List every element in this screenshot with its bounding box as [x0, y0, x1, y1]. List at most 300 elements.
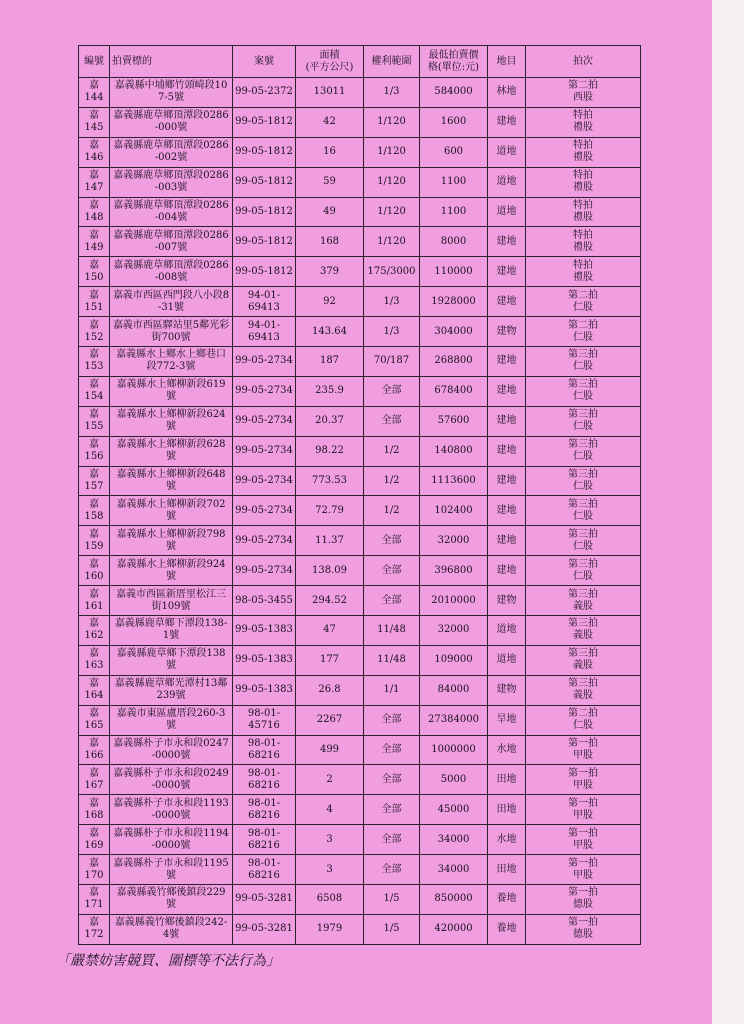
cell-target: 嘉義縣朴子市永和段0249-0000號 [110, 765, 233, 795]
cell-price: 850000 [420, 885, 488, 915]
round-label: 第三拍 [568, 648, 598, 660]
cell-round [526, 735, 641, 765]
table-row [79, 496, 641, 526]
table-row [79, 855, 641, 885]
cell-round [526, 556, 641, 586]
cell-round [526, 645, 641, 675]
cell-target: 嘉義縣水上鄉柳新段702號 [110, 496, 233, 526]
cell-round [526, 855, 641, 885]
cell-category: 林地 [488, 78, 526, 108]
round-division: 仁股 [573, 540, 593, 552]
cell-category: 建物 [488, 586, 526, 616]
cell-price: 600 [420, 137, 488, 167]
cell-target: 嘉義縣水上鄉柳新段648號 [110, 466, 233, 496]
cell-case: 98-01-68216 [233, 825, 296, 855]
cell-category: 道地 [488, 645, 526, 675]
cell-rights: 1/2 [364, 436, 420, 466]
cell-round [526, 795, 641, 825]
cell-case: 99-05-2734 [233, 406, 296, 436]
cell-round [526, 885, 641, 915]
cell-area: 6508 [296, 885, 364, 915]
round-division: 仁股 [573, 421, 593, 433]
cell-case: 99-05-1812 [233, 257, 296, 287]
cell-category: 建地 [488, 436, 526, 466]
cell-price: 27384000 [420, 705, 488, 735]
cell-no: 嘉156 [79, 436, 110, 466]
cell-case: 99-05-1812 [233, 137, 296, 167]
cell-case: 99-05-1383 [233, 675, 296, 705]
cell-category: 水地 [488, 735, 526, 765]
cell-price: 1928000 [420, 287, 488, 317]
cell-rights: 1/3 [364, 287, 420, 317]
round-label: 第三拍 [568, 588, 598, 600]
cell-category: 建地 [488, 526, 526, 556]
cell-no: 嘉150 [79, 257, 110, 287]
round-label: 第三拍 [568, 528, 598, 540]
cell-round [526, 616, 641, 646]
cell-price: 102400 [420, 496, 488, 526]
cell-area: 138.09 [296, 556, 364, 586]
cell-no: 嘉163 [79, 645, 110, 675]
cell-area: 59 [296, 167, 364, 197]
cell-area: 2267 [296, 705, 364, 735]
cell-category: 建地 [488, 496, 526, 526]
cell-category: 水地 [488, 825, 526, 855]
cell-price: 268800 [420, 347, 488, 377]
cell-no: 嘉170 [79, 855, 110, 885]
table-row [79, 197, 641, 227]
cell-rights: 175/3000 [364, 257, 420, 287]
round-label: 第二拍 [568, 319, 598, 331]
cell-rights: 1/120 [364, 197, 420, 227]
cell-no: 嘉158 [79, 496, 110, 526]
cell-no: 嘉152 [79, 317, 110, 347]
header-area [296, 46, 364, 78]
cell-area: 98.22 [296, 436, 364, 466]
cell-target: 嘉義縣朴子市永和段1195號 [110, 855, 233, 885]
cell-rights: 全部 [364, 376, 420, 406]
table-row [79, 556, 641, 586]
cell-category: 建地 [488, 556, 526, 586]
cell-round [526, 586, 641, 616]
cell-case: 99-05-1812 [233, 197, 296, 227]
cell-round [526, 675, 641, 705]
round-label: 特拍 [573, 259, 593, 271]
cell-category: 建地 [488, 347, 526, 377]
cell-target: 嘉義縣鹿草鄉頂潭段0286-003號 [110, 167, 233, 197]
round-label: 第一拍 [568, 797, 598, 809]
cell-area: 4 [296, 795, 364, 825]
cell-category: 建地 [488, 406, 526, 436]
cell-category: 建物 [488, 675, 526, 705]
cell-target: 嘉義市西區驛站里5鄰光彩街700號 [110, 317, 233, 347]
round-division: 甲股 [573, 869, 593, 881]
table-row [79, 257, 641, 287]
cell-price: 109000 [420, 645, 488, 675]
table-row [79, 347, 641, 377]
cell-rights: 1/3 [364, 78, 420, 108]
cell-target: 嘉義市東區盧厝段260-3號 [110, 705, 233, 735]
round-division: 仁股 [573, 391, 593, 403]
cell-no: 嘉171 [79, 885, 110, 915]
header-target: 拍賣標的 [110, 46, 233, 78]
cell-round [526, 765, 641, 795]
cell-area: 3 [296, 855, 364, 885]
cell-area: 3 [296, 825, 364, 855]
cell-category: 建物 [488, 317, 526, 347]
cell-area: 235.9 [296, 376, 364, 406]
cell-case: 98-05-3455 [233, 586, 296, 616]
round-label: 第三拍 [568, 678, 598, 690]
cell-price: 34000 [420, 855, 488, 885]
cell-case: 99-05-2372 [233, 78, 296, 108]
round-label: 第一拍 [568, 887, 598, 899]
round-division: 甲股 [573, 839, 593, 851]
cell-category: 田地 [488, 795, 526, 825]
cell-category: 建地 [488, 107, 526, 137]
round-division: 仁股 [573, 331, 593, 343]
cell-area: 2 [296, 765, 364, 795]
header-area-line1: 面積 [319, 49, 340, 61]
table-row [79, 78, 641, 108]
cell-case: 94-01-69413 [233, 287, 296, 317]
cell-price: 84000 [420, 675, 488, 705]
cell-rights: 1/5 [364, 885, 420, 915]
cell-case: 99-05-2734 [233, 347, 296, 377]
cell-no: 嘉146 [79, 137, 110, 167]
cell-rights: 全部 [364, 825, 420, 855]
header-no: 編號 [79, 46, 110, 78]
cell-case: 94-01-69413 [233, 317, 296, 347]
round-label: 第一拍 [568, 767, 598, 779]
cell-target: 嘉義市西區西門段八小段8-31號 [110, 287, 233, 317]
round-division: 仁股 [573, 361, 593, 373]
cell-case: 99-05-2734 [233, 496, 296, 526]
cell-no: 嘉151 [79, 287, 110, 317]
cell-case: 99-05-3281 [233, 914, 296, 944]
table-row [79, 317, 641, 347]
cell-case: 99-05-2734 [233, 376, 296, 406]
cell-no: 嘉154 [79, 376, 110, 406]
table-row [79, 227, 641, 257]
cell-round [526, 376, 641, 406]
cell-target: 嘉義縣水上鄉柳新段798號 [110, 526, 233, 556]
cell-category: 道地 [488, 616, 526, 646]
cell-case: 99-05-2734 [233, 436, 296, 466]
cell-target: 嘉義縣水上鄉水上鄉巷口段772-3號 [110, 347, 233, 377]
round-label: 第三拍 [568, 439, 598, 451]
cell-target: 嘉義縣水上鄉柳新段924號 [110, 556, 233, 586]
cell-target: 嘉義縣水上鄉柳新段628號 [110, 436, 233, 466]
round-division: 西股 [573, 92, 593, 104]
cell-rights: 全部 [364, 795, 420, 825]
cell-area: 177 [296, 645, 364, 675]
round-label: 第二拍 [568, 289, 598, 301]
cell-area: 168 [296, 227, 364, 257]
round-label: 特拍 [573, 229, 593, 241]
round-label: 第三拍 [568, 379, 598, 391]
cell-area: 16 [296, 137, 364, 167]
cell-area: 47 [296, 616, 364, 646]
cell-area: 294.52 [296, 586, 364, 616]
round-division: 禮股 [573, 271, 593, 283]
round-label: 特拍 [573, 110, 593, 122]
cell-area: 143.64 [296, 317, 364, 347]
cell-rights: 1/1 [364, 675, 420, 705]
cell-rights: 1/2 [364, 496, 420, 526]
cell-rights: 全部 [364, 705, 420, 735]
round-division: 甲股 [573, 809, 593, 821]
cell-target: 嘉義縣水上鄉柳新段624號 [110, 406, 233, 436]
header-area-line2: (平方公尺) [305, 61, 354, 73]
cell-rights: 全部 [364, 735, 420, 765]
cell-price: 396800 [420, 556, 488, 586]
header-category: 地目 [488, 46, 526, 78]
auction-table [78, 45, 641, 945]
cell-area: 773.53 [296, 466, 364, 496]
cell-category: 田地 [488, 855, 526, 885]
cell-no: 嘉169 [79, 825, 110, 855]
cell-no: 嘉144 [79, 78, 110, 108]
round-division: 仁股 [573, 301, 593, 313]
cell-category: 道地 [488, 197, 526, 227]
table-row [79, 885, 641, 915]
cell-round [526, 914, 641, 944]
cell-no: 嘉162 [79, 616, 110, 646]
cell-rights: 1/2 [364, 466, 420, 496]
table-row [79, 616, 641, 646]
round-label: 第三拍 [568, 558, 598, 570]
cell-target: 嘉義縣鹿草鄉頂潭段0286-007號 [110, 227, 233, 257]
round-label: 第一拍 [568, 738, 598, 750]
round-division: 義股 [573, 660, 593, 672]
cell-rights: 全部 [364, 526, 420, 556]
cell-area: 11.37 [296, 526, 364, 556]
round-division: 仁股 [573, 570, 593, 582]
table-row [79, 107, 641, 137]
round-division: 義股 [573, 600, 593, 612]
cell-target: 嘉義縣水上鄉柳新段619號 [110, 376, 233, 406]
cell-category: 建地 [488, 376, 526, 406]
cell-price: 1100 [420, 197, 488, 227]
cell-no: 嘉168 [79, 795, 110, 825]
cell-no: 嘉145 [79, 107, 110, 137]
cell-case: 99-05-2734 [233, 526, 296, 556]
cell-no: 嘉164 [79, 675, 110, 705]
cell-no: 嘉157 [79, 466, 110, 496]
cell-target: 嘉義縣鹿草鄉光潭村13鄰239號 [110, 675, 233, 705]
cell-round [526, 167, 641, 197]
round-label: 第三拍 [568, 498, 598, 510]
cell-rights: 11/48 [364, 616, 420, 646]
cell-round [526, 257, 641, 287]
round-division: 仁股 [573, 720, 593, 732]
cell-no: 嘉149 [79, 227, 110, 257]
cell-price: 1000000 [420, 735, 488, 765]
round-division: 仁股 [573, 451, 593, 463]
cell-round [526, 406, 641, 436]
cell-price: 2010000 [420, 586, 488, 616]
cell-round [526, 705, 641, 735]
cell-case: 99-05-3281 [233, 885, 296, 915]
cell-price: 304000 [420, 317, 488, 347]
cell-no: 嘉167 [79, 765, 110, 795]
cell-area: 379 [296, 257, 364, 287]
table-row [79, 406, 641, 436]
cell-target: 嘉義縣義竹鄉後鎮段229號 [110, 885, 233, 915]
cell-target: 嘉義縣鹿草鄉頂潭段0286-002號 [110, 137, 233, 167]
cell-round [526, 287, 641, 317]
cell-round [526, 347, 641, 377]
cell-target: 嘉義縣鹿草鄉頂潭段0286-008號 [110, 257, 233, 287]
cell-price: 420000 [420, 914, 488, 944]
cell-case: 98-01-68216 [233, 855, 296, 885]
cell-round [526, 436, 641, 466]
cell-round [526, 317, 641, 347]
cell-category: 養地 [488, 885, 526, 915]
cell-category: 建地 [488, 466, 526, 496]
header-price [420, 46, 488, 78]
round-label: 第三拍 [568, 409, 598, 421]
cell-rights: 11/48 [364, 645, 420, 675]
cell-category: 建地 [488, 257, 526, 287]
round-label: 特拍 [573, 140, 593, 152]
cell-round [526, 466, 641, 496]
round-division: 禮股 [573, 182, 593, 194]
cell-no: 嘉160 [79, 556, 110, 586]
cell-area: 42 [296, 107, 364, 137]
round-label: 第一拍 [568, 917, 598, 929]
cell-no: 嘉172 [79, 914, 110, 944]
cell-target: 嘉義縣鹿草鄉下潭段138-1號 [110, 616, 233, 646]
cell-price: 1100 [420, 167, 488, 197]
cell-rights: 1/120 [364, 137, 420, 167]
cell-round [526, 107, 641, 137]
table-row [79, 137, 641, 167]
cell-target: 嘉義縣鹿草鄉頂潭段0286-000號 [110, 107, 233, 137]
cell-case: 98-01-45716 [233, 705, 296, 735]
cell-case: 98-01-68216 [233, 765, 296, 795]
cell-area: 72.79 [296, 496, 364, 526]
cell-round [526, 137, 641, 167]
cell-area: 49 [296, 197, 364, 227]
round-division: 甲股 [573, 779, 593, 791]
cell-round [526, 197, 641, 227]
cell-case: 99-05-1812 [233, 227, 296, 257]
cell-category: 道地 [488, 167, 526, 197]
cell-price: 45000 [420, 795, 488, 825]
cell-target: 嘉義市西區新厝里松江三街109號 [110, 586, 233, 616]
round-label: 第三拍 [568, 469, 598, 481]
cell-no: 嘉166 [79, 735, 110, 765]
round-division: 禮股 [573, 152, 593, 164]
cell-price: 8000 [420, 227, 488, 257]
header-round: 拍次 [526, 46, 641, 78]
cell-area: 20.37 [296, 406, 364, 436]
header-rights: 權利範圍 [364, 46, 420, 78]
cell-area: 26.8 [296, 675, 364, 705]
cell-no: 嘉155 [79, 406, 110, 436]
cell-no: 嘉159 [79, 526, 110, 556]
cell-case: 99-05-2734 [233, 466, 296, 496]
round-division: 仁股 [573, 510, 593, 522]
cell-case: 98-01-68216 [233, 735, 296, 765]
header-price-line1: 最低拍賣價 [428, 49, 479, 61]
table-row [79, 376, 641, 406]
cell-category: 旱地 [488, 705, 526, 735]
cell-case: 99-05-2734 [233, 556, 296, 586]
cell-rights: 全部 [364, 556, 420, 586]
cell-category: 建地 [488, 287, 526, 317]
table-row [79, 735, 641, 765]
round-label: 第一拍 [568, 857, 598, 869]
cell-price: 5000 [420, 765, 488, 795]
cell-target: 嘉義縣朴子市永和段1193-0000號 [110, 795, 233, 825]
table-row [79, 167, 641, 197]
header-row [79, 46, 641, 78]
round-label: 第二拍 [568, 708, 598, 720]
cell-rights: 1/5 [364, 914, 420, 944]
cell-case: 99-05-1383 [233, 645, 296, 675]
cell-target: 嘉義縣鹿草鄉下潭段138號 [110, 645, 233, 675]
round-division: 禮股 [573, 122, 593, 134]
round-label: 第三拍 [568, 349, 598, 361]
header-price-line2: 格(單位:元) [427, 61, 480, 73]
cell-price: 678400 [420, 376, 488, 406]
cell-no: 嘉161 [79, 586, 110, 616]
cell-round [526, 496, 641, 526]
cell-target: 嘉義縣中埔鄉竹頭崎段107-5號 [110, 78, 233, 108]
cell-no: 嘉148 [79, 197, 110, 227]
round-label: 第二拍 [568, 80, 598, 92]
cell-target: 嘉義縣鹿草鄉頂潭段0286-004號 [110, 197, 233, 227]
round-division: 義股 [573, 690, 593, 702]
round-label: 第一拍 [568, 827, 598, 839]
cell-rights: 70/187 [364, 347, 420, 377]
table-row [79, 825, 641, 855]
round-division: 禮股 [573, 212, 593, 223]
cell-rights: 1/120 [364, 227, 420, 257]
cell-round [526, 526, 641, 556]
cell-rights: 全部 [364, 586, 420, 616]
cell-category: 養地 [488, 914, 526, 944]
cell-no: 嘉153 [79, 347, 110, 377]
cell-price: 584000 [420, 78, 488, 108]
table-row [79, 526, 641, 556]
table-row [79, 914, 641, 944]
cell-area: 92 [296, 287, 364, 317]
cell-rights: 1/120 [364, 167, 420, 197]
cell-price: 32000 [420, 526, 488, 556]
cell-rights: 全部 [364, 765, 420, 795]
cell-target: 嘉義縣朴子市永和段1194-0000號 [110, 825, 233, 855]
cell-price: 140800 [420, 436, 488, 466]
cell-case: 99-05-1383 [233, 616, 296, 646]
header-case: 案號 [233, 46, 296, 78]
cell-rights: 全部 [364, 406, 420, 436]
round-label: 特拍 [573, 200, 593, 211]
round-division: 仁股 [573, 481, 593, 493]
cell-area: 499 [296, 735, 364, 765]
cell-no: 嘉165 [79, 705, 110, 735]
table-row [79, 705, 641, 735]
cell-no: 嘉147 [79, 167, 110, 197]
notice-text: 「嚴禁妨害競買、圍標等不法行為」 [56, 953, 280, 969]
table-row [79, 466, 641, 496]
cell-category: 建地 [488, 227, 526, 257]
cell-price: 32000 [420, 616, 488, 646]
cell-area: 13011 [296, 78, 364, 108]
